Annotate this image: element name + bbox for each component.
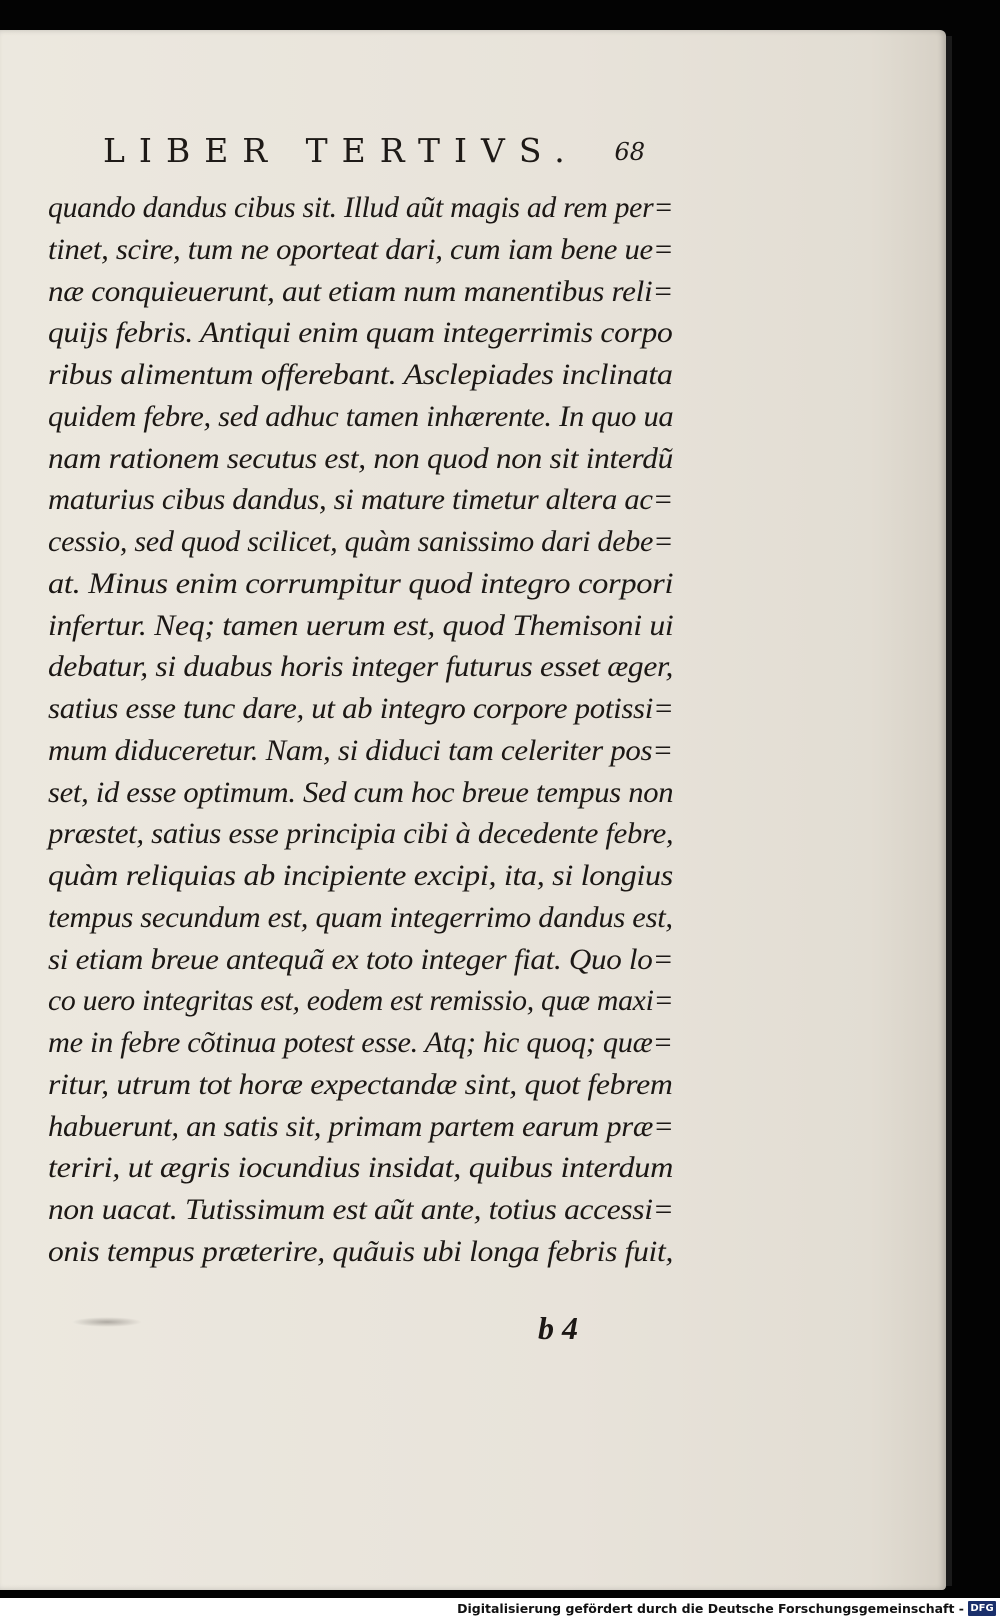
text-line: habuerunt, an satis sit, primam partem earum præ=	[48, 1109, 674, 1143]
running-title: LIBER TERTIVS.	[103, 131, 579, 170]
running-head	[103, 126, 663, 176]
ink-stain	[72, 1317, 142, 1327]
text-line: non uacat. Tutissimum est aũt ante, totius accessi=	[48, 1193, 674, 1226]
text-line: quàm reliquias ab incipiente excipi, ita, si longius	[48, 859, 673, 892]
text-line: mum diduceretur. Nam, si diduci tam celeriter pos=	[48, 733, 673, 767]
text-line: tempus secundum est, quam integerrimo dandus est,	[48, 900, 673, 934]
text-line: si etiam breue antequã ex toto integer fiat. Quo lo=	[48, 942, 674, 976]
signature-mark: b 4	[538, 1310, 578, 1346]
text-line: at. Minus enim corrumpitur quod integro corpori	[48, 566, 674, 600]
page-edge	[946, 36, 952, 1586]
text-line: cessio, sed quod scilicet, quàm sanissimo dari debe=	[48, 525, 674, 558]
funding-credit: Digitalisierung gefördert durch die Deutsche Forschungsgemeinschaft -	[457, 1601, 964, 1616]
text-line: satius esse tunc dare, ut ab integro corpore potissi=	[48, 692, 674, 725]
text-line: nam rationem secutus est, non quod non sit interdũ	[48, 441, 673, 475]
text-line: quijs febris. Antiqui enim quam integerrimis corpo	[48, 316, 673, 350]
text-line: ribus alimentum offerebant. Asclepiades inclinata	[48, 358, 673, 391]
text-line: debatur, si duabus horis integer futurus esset æger,	[48, 650, 674, 684]
text-line: quidem febre, sed adhuc tamen inhærente. In quo ua	[48, 399, 674, 433]
text-line: teriri, ut ægris iocundius insidat, quibus interdum	[48, 1151, 674, 1185]
text-line: co uero integritas est, eodem est remissio, quæ maxi=	[48, 984, 674, 1018]
text-line: præstet, satius esse principia cibi à decedente febre,	[48, 817, 674, 851]
body-text	[48, 187, 688, 1273]
dfg-logo-icon: DFG	[968, 1601, 996, 1616]
text-line: næ conquieuerunt, aut etiam num manentibus reli=	[48, 274, 674, 308]
text-line: quando dandus cibus sit. Illud aũt magis ad rem per=	[48, 191, 674, 224]
page-number: 68	[614, 138, 645, 166]
text-line: me in febre cõtinua potest esse. Atq; hic quoq; quæ=	[48, 1026, 673, 1059]
text-line: infertur. Neq; tamen uerum est, quod Themisoni ui	[48, 608, 674, 642]
text-line: ritur, utrum tot horæ expectandæ sint, quot febrem	[48, 1067, 673, 1101]
book-page	[0, 30, 946, 1590]
text-line: maturius cibus dandus, si mature timetur altera ac=	[48, 483, 674, 517]
footer-bar	[0, 1598, 1000, 1621]
text-line: onis tempus præterire, quãuis ubi longa febris fuit,	[48, 1234, 674, 1268]
text-line: tinet, scire, tum ne oporteat dari, cum iam bene ue=	[48, 232, 674, 266]
text-line: set, id esse optimum. Sed cum hoc breue tempus non	[48, 775, 674, 809]
